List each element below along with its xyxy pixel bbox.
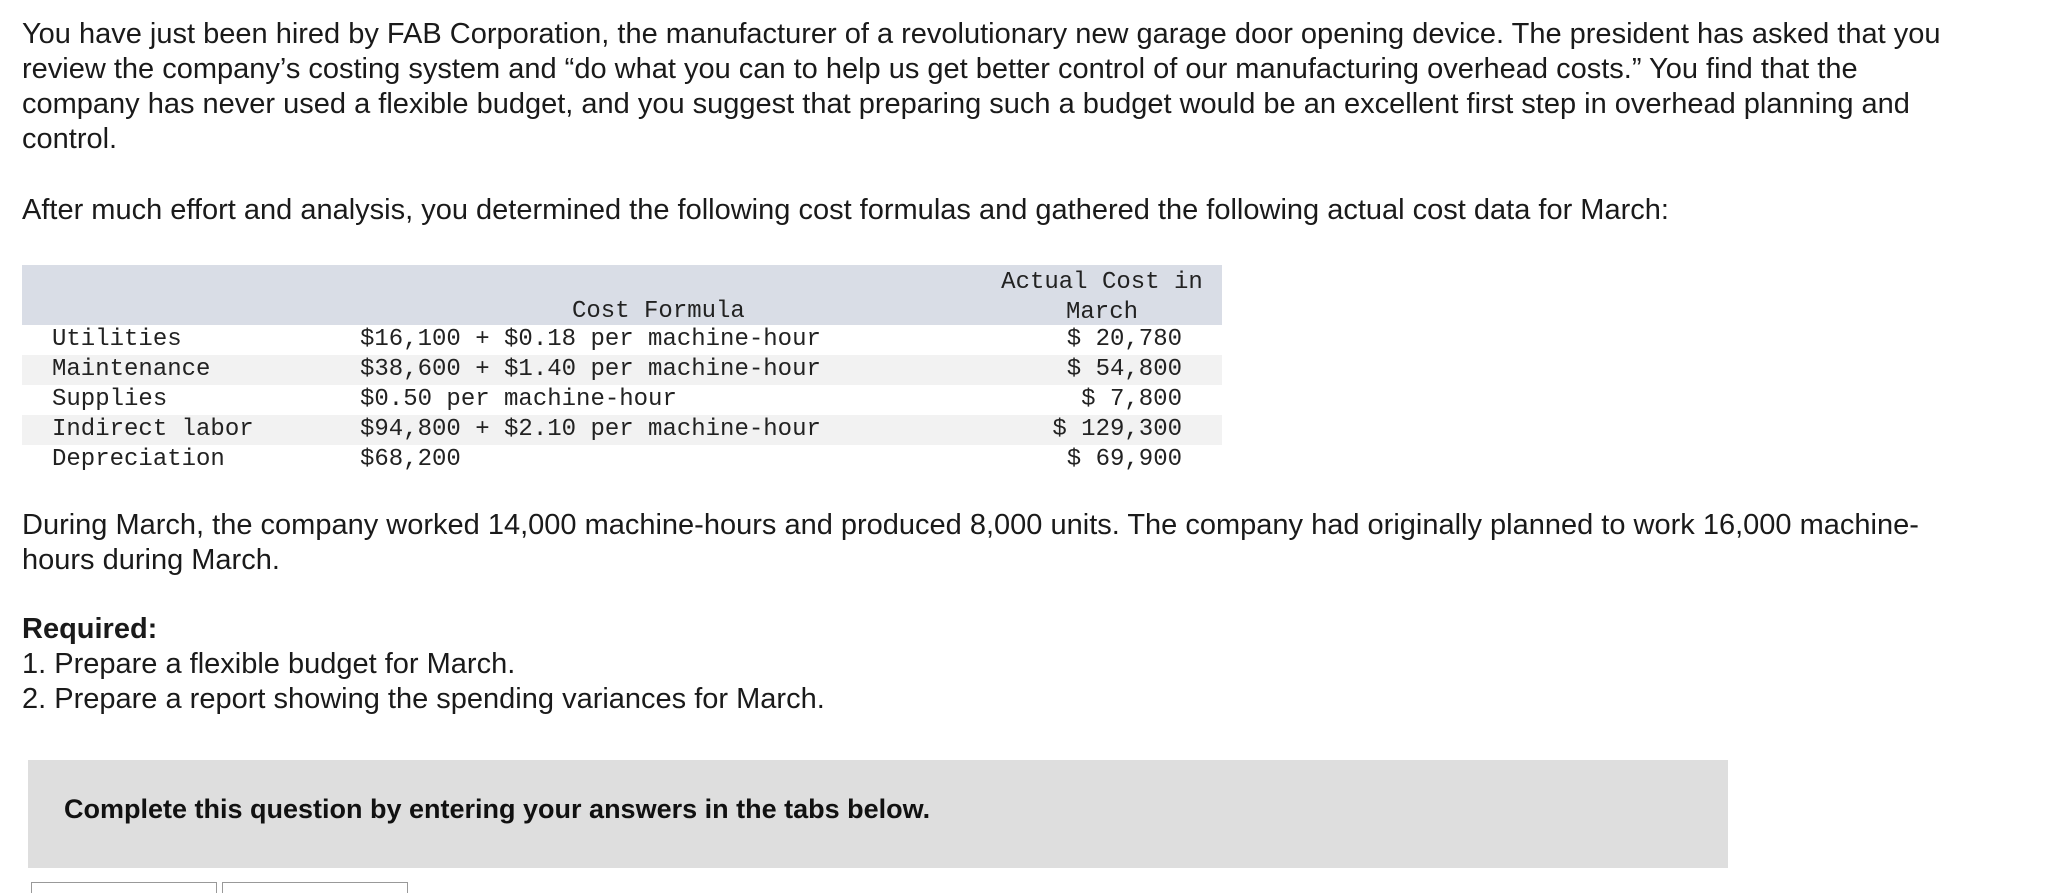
row-actual: $ 69,900 [1066, 446, 1182, 473]
march-paragraph: During March, the company worked 14,000 machine-hours and produced 8,000 units. The company had originally planned to work 16,000 machine-hours during March. [22, 509, 1919, 576]
row-item: Utilities [52, 326, 182, 353]
row-actual: $ 129,300 [1052, 416, 1182, 443]
row-actual: $ 54,800 [1066, 356, 1182, 383]
required-section [22, 612, 825, 717]
table-row [22, 355, 1222, 385]
required-item-2: 2. Prepare a report showing the spending variances for March. [22, 683, 825, 715]
table-row [22, 385, 1222, 415]
row-item: Indirect labor [52, 416, 254, 443]
header-actual-cost: Actual Cost in March [1001, 269, 1203, 326]
row-formula: $0.50 per machine-hour [360, 386, 677, 413]
tab-required-1[interactable] [31, 882, 217, 893]
row-formula: $68,200 [360, 446, 461, 473]
intro-paragraph: You have just been hired by FAB Corporation, the manufacturer of a revolutionary new garage door opening device. The president has asked that you review the company’s costing system and “do what you can to help us get better control of our manufacturing overhead costs.” You find that the company has never used a flexible budget, and you suggest that preparing such a budget would be an excellent first step in overhead planning and control. [22, 18, 1941, 155]
tab-required-2[interactable] [222, 882, 408, 893]
row-formula: $94,800 + $2.10 per machine-hour [360, 416, 821, 443]
required-heading: Required: [22, 613, 158, 645]
row-item: Supplies [52, 386, 168, 413]
row-item: Maintenance [52, 356, 211, 383]
cost-formula-table [22, 265, 1222, 475]
row-actual: $ 20,780 [1066, 326, 1182, 353]
table-row [22, 415, 1222, 445]
table-row [22, 325, 1222, 355]
table-header [22, 265, 1222, 325]
row-actual: $ 7,800 [1081, 386, 1182, 413]
header-cost-formula: Cost Formula [572, 298, 745, 325]
instruction-box [28, 760, 1728, 868]
row-formula: $38,600 + $1.40 per machine-hour [360, 356, 821, 383]
required-item-1: 1. Prepare a flexible budget for March. [22, 648, 516, 680]
lead-paragraph: After much effort and analysis, you determined the following cost formulas and gathered the following actual cost data for March: [22, 194, 1669, 226]
table-row [22, 445, 1222, 475]
instruction-text: Complete this question by entering your answers in the tabs below. [64, 794, 931, 824]
row-item: Depreciation [52, 446, 225, 473]
row-formula: $16,100 + $0.18 per machine-hour [360, 326, 821, 353]
